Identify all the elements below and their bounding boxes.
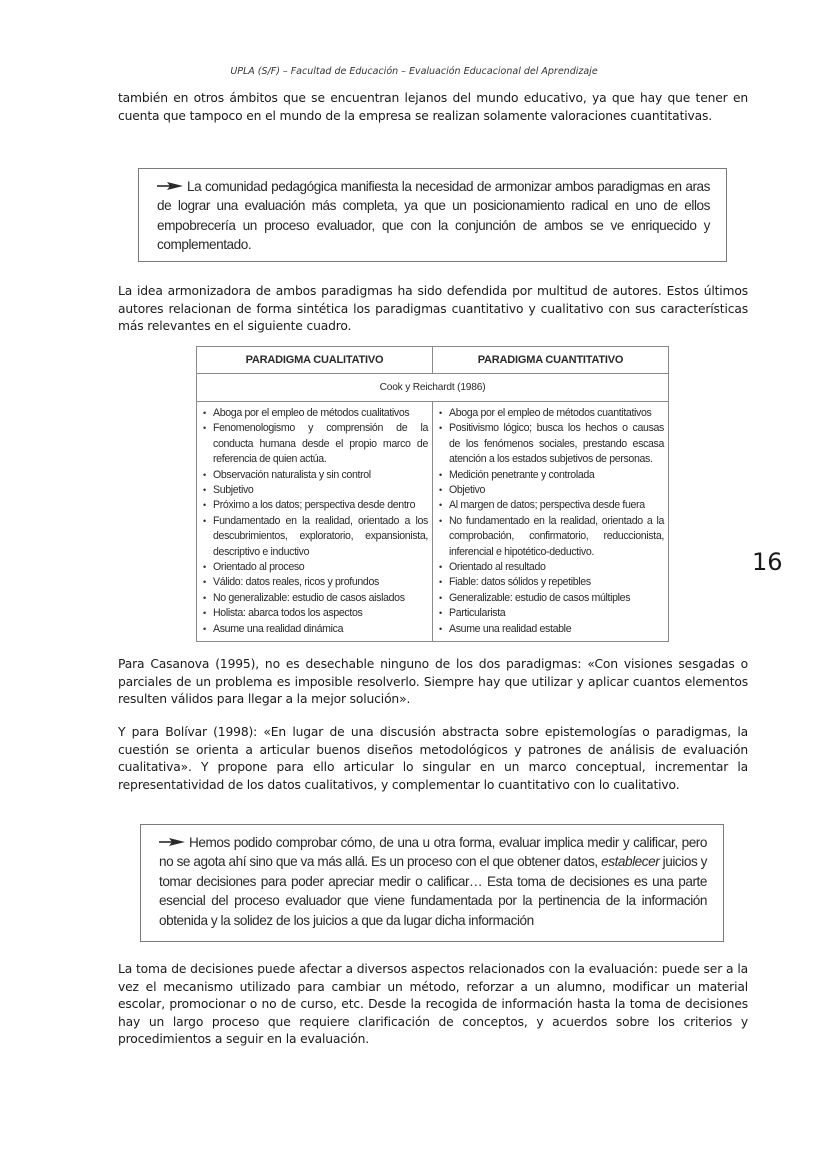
list-item: • Próximo a los datos; perspectiva desde dentro bbox=[203, 498, 428, 513]
list-item: • Fiable: datos sólidos y repetibles bbox=[439, 575, 664, 590]
list-item: • Fundamentado en la realidad, orientado a los descubrimientos, exploratorio, expansionista, descriptivo e inductivo bbox=[203, 514, 428, 560]
list-item: • Positivismo lógico; busca los hechos o causas de los fenómenos sociales, prestando escasa atención a los estados subjetivos de personas. bbox=[439, 421, 664, 467]
callout-text-part1: Hemos podido comprobar cómo, de una u otra forma, evaluar implica medir y calificar, pero no se agota ahí sino que va más allá. Es un proceso con el que obtener datos, bbox=[159, 835, 707, 870]
list-item: • Medición penetrante y controlada bbox=[439, 468, 664, 483]
running-header: UPLA (S/F) – Facultad de Educación – Evaluación Educacional del Aprendizaje bbox=[230, 66, 598, 77]
paragraph-decision-making: La toma de decisiones puede afectar a diversos aspectos relacionados con la evaluación: puede ser a la vez el mecanismo utilizado para cambiar un método, reforzar a un alumno, modificar un material escolar, promocionar o no de curso, etc. Desde la recogida de información hasta la toma de decisiones hay un largo proceso que requiere clarificación de conceptos, y acuerdos sobre los criterios y procedimientos a seguir en la evaluación. bbox=[118, 962, 748, 1046]
list-item: • Objetivo bbox=[439, 483, 664, 498]
list-item: • Aboga por el empleo de métodos cualitativos bbox=[203, 406, 428, 421]
list-item: • Aboga por el empleo de métodos cuantitativos bbox=[439, 406, 664, 421]
arrow-right-icon bbox=[159, 837, 185, 847]
list-item: • Holista: abarca todos los aspectos bbox=[203, 606, 428, 621]
paragraph-intro: también en otros ámbitos que se encuentran lejanos del mundo educativo, ya que hay que tener en cuenta que tampoco en el mundo de la empresa se realizan solamente valoraciones cuantitativas. bbox=[118, 91, 748, 123]
qualitative-column bbox=[197, 402, 433, 642]
callout-harmonize-paradigms bbox=[138, 168, 727, 262]
list-item: • Subjetivo bbox=[203, 483, 428, 498]
list-item: • Orientado al proceso bbox=[203, 560, 428, 575]
callout-italic-word: establecer bbox=[601, 854, 660, 870]
list-item: • Particularista bbox=[439, 606, 664, 621]
list-item: • Generalizable: estudio de casos múltiples bbox=[439, 591, 664, 606]
arrow-right-icon bbox=[157, 181, 183, 191]
header-qualitative: PARADIGMA CUALITATIVO bbox=[197, 347, 433, 374]
list-item: • Observación naturalista y sin control bbox=[203, 468, 428, 483]
quantitative-column bbox=[433, 402, 669, 642]
paragraph-bolivar: Y para Bolívar (1998): «En lugar de una discusión abstracta sobre epistemologías o paradigmas, la cuestión se orienta a articular buenos diseños metodológicos y patrones de análisis de evaluación cualitativa». Y propone para ello articular lo singular en un marco conceptual, incrementar la representatividad de los datos cualitativos, y complementar lo cuantitativo con lo cualitativo. bbox=[118, 725, 748, 792]
list-item: • Válido: datos reales, ricos y profundos bbox=[203, 575, 428, 590]
header-quantitative: PARADIGMA CUANTITATIVO bbox=[433, 347, 669, 374]
list-item: • Asume una realidad dinámica bbox=[203, 622, 428, 637]
callout-evaluation-decisions bbox=[140, 824, 724, 942]
callout-text-part2: juicios y tomar decisiones para poder apreciar medir o calificar… Esta toma de decisiones es una parte esencial del proceso evaluador que viene fundamentada por la pertinencia de la información obtenida y la solidez de los juicios a que da lugar dicha información bbox=[159, 854, 707, 928]
table-source: Cook y Reichardt (1986) bbox=[197, 374, 669, 402]
list-item: • No fundamentado en la realidad, orientado a la comprobación, confirmatorio, reduccionista, inferencial e hipotético-deductivo. bbox=[439, 514, 664, 560]
list-item: • Asume una realidad estable bbox=[439, 622, 664, 637]
callout-text: La comunidad pedagógica manifiesta la necesidad de armonizar ambos paradigmas en aras de lograr una evaluación más completa, ya que un posicionamiento radical en uno de ellos empobrecería un proceso evaluador, que con la conjunción de ambos se ve enriquecido y complementado. bbox=[157, 179, 710, 253]
list-item: • Orientado al resultado bbox=[439, 560, 664, 575]
list-item: • Al margen de datos; perspectiva desde fuera bbox=[439, 498, 664, 513]
list-item: • Fenomenologismo y comprensión de la conducta humana desde el propio marco de referencia de quien actúa. bbox=[203, 421, 428, 467]
paradigms-comparison-table bbox=[196, 346, 669, 642]
paragraph-harmonizing-idea: La idea armonizadora de ambos paradigmas ha sido defendida por multitud de autores. Estos últimos autores relacionan de forma sintética los paradigmas cuantitativo y cualitativo con sus características más relevantes en el siguiente cuadro. bbox=[118, 284, 748, 333]
page-number: 16 bbox=[752, 548, 783, 576]
paragraph-casanova: Para Casanova (1995), no es desechable ninguno de los dos paradigmas: «Con visiones sesgadas o parciales de un problema es imposible resolverlo. Siempre hay que utilizar y aplicar cuantos elementos resulten válidos para llegar a la mejor solución». bbox=[118, 657, 748, 706]
list-item: • No generalizable: estudio de casos aislados bbox=[203, 591, 428, 606]
